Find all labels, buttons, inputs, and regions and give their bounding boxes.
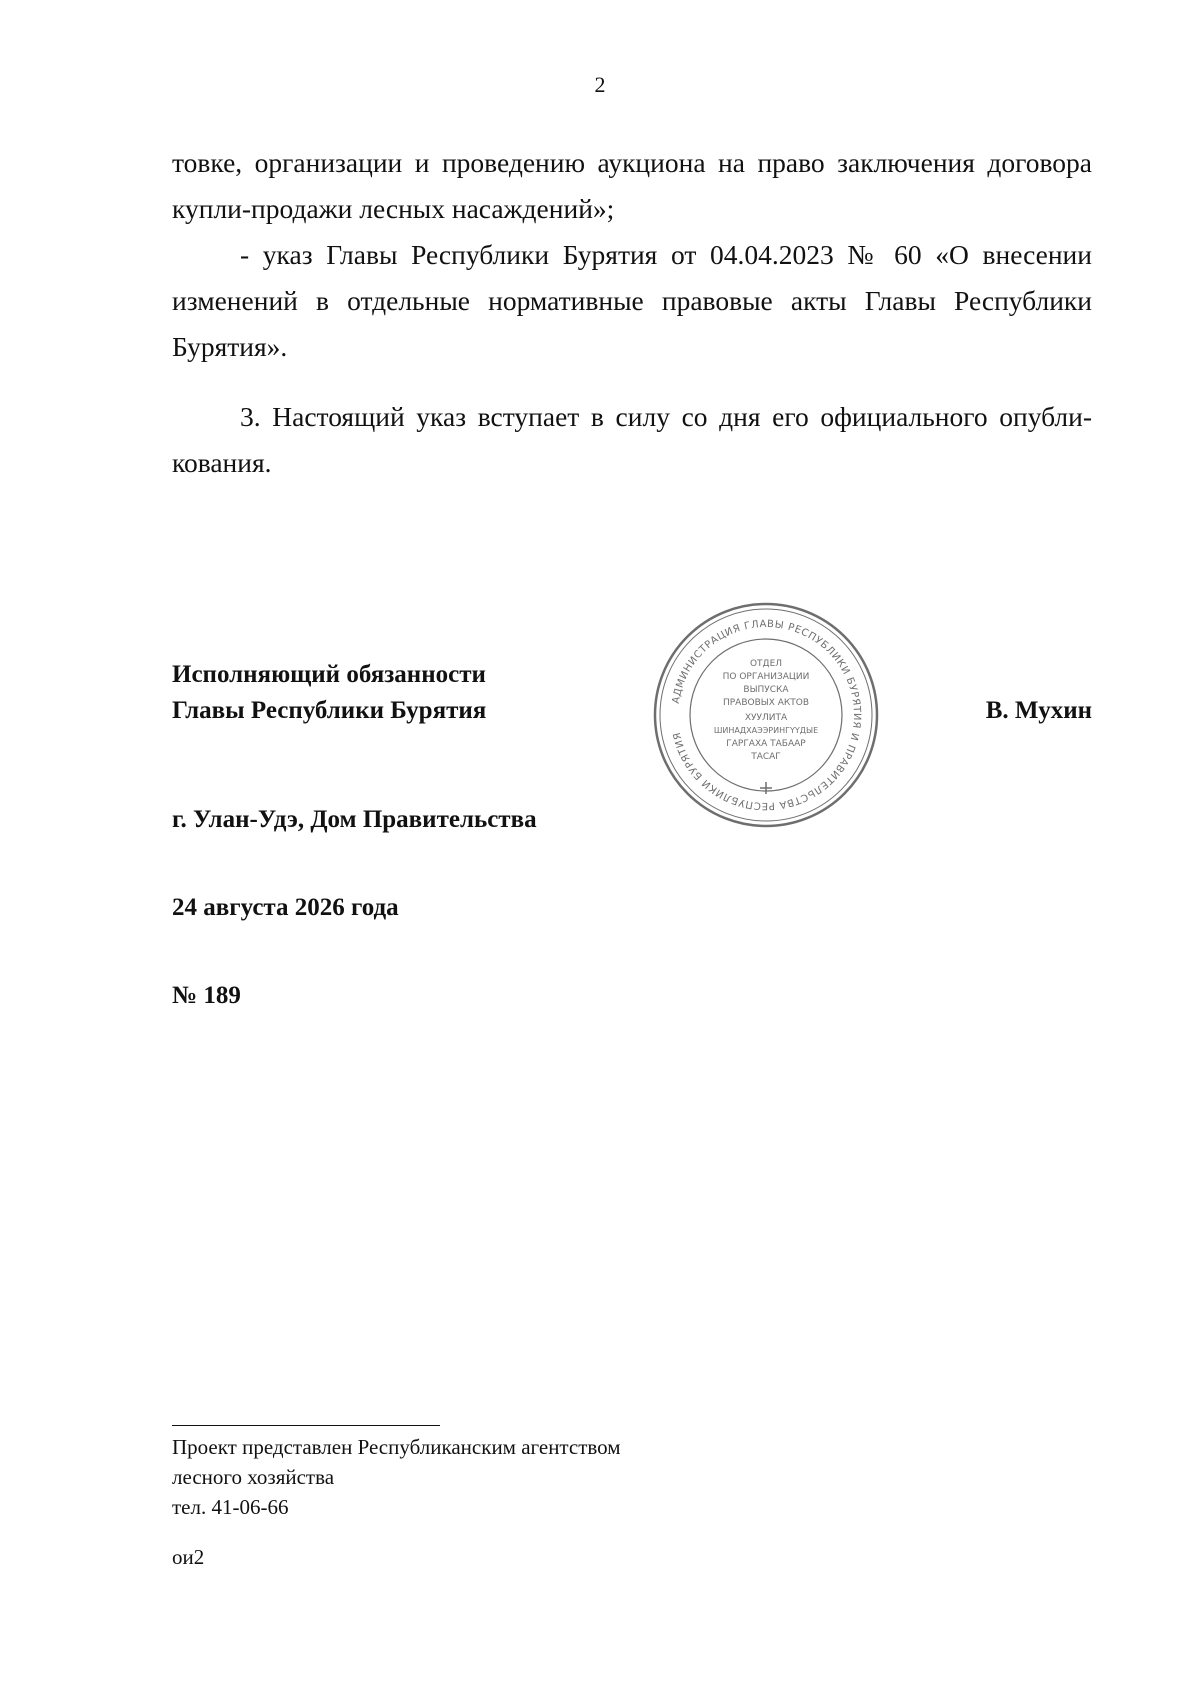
signatory-title (172, 657, 486, 729)
paragraph-continuation: товке, организации и проведению аукциона на право заключения договора купли-продажи лесных насаждений»; (172, 147, 1092, 224)
svg-text:ТАСАГ: ТАСАГ (751, 752, 781, 762)
footnote (172, 1432, 621, 1522)
seal-inner-text (714, 659, 818, 762)
signatory-title-line2: Главы Республики Бурятия (172, 697, 487, 724)
page-number: 2 (594, 72, 606, 97)
issue-date: 24 августа 2026 года (172, 894, 399, 921)
document-code: ои2 (172, 1545, 205, 1569)
footnote-divider (172, 1425, 440, 1426)
footnote-line2: лесного хозяйства (172, 1465, 335, 1489)
paragraph-decree-reference: - указ Главы Республики Бурятия от 04.04.2023 № 60 «О внесении изменений в отдельные нормативные правовые акты Главы Республики Бурятия». (172, 239, 1092, 362)
seal-outer-text: АДМИНИСТРАЦИЯ ГЛАВЫ РЕСПУБЛИКИ БУРЯТИЯ И ПРАВИТЕЛЬСТВА РЕСПУБЛИКИ БУРЯТИЯ (670, 618, 863, 812)
seal-cross-mark (760, 782, 772, 794)
signatory-name: В. Мухин (985, 697, 1092, 724)
svg-text:ПРАВОВЫХ АКТОВ: ПРАВОВЫХ АКТОВ (722, 698, 810, 708)
svg-text:ПО ОРГАНИЗАЦИИ: ПО ОРГАНИЗАЦИИ (722, 672, 810, 682)
footnote-line1: Проект представлен Республиканским агентством (172, 1435, 621, 1459)
signatory-title-line1: Исполняющий обязанности (172, 661, 486, 688)
paragraph-entry-into-force: 3. Настоящий указ вступает в силу со дня его официального опубли-кования. (172, 401, 1092, 478)
svg-text:ШИНАДХАЭЭРИНГҮҮДЫЕ: ШИНАДХАЭЭРИНГҮҮДЫЕ (713, 726, 819, 735)
decree-number: № 189 (172, 982, 241, 1009)
svg-text:ГАРГАХА ТАБААР: ГАРГАХА ТАБААР (726, 739, 806, 749)
footnote-line3: тел. 41-06-66 (172, 1495, 289, 1519)
issue-place: г. Улан-Удэ, Дом Правительства (172, 806, 537, 833)
svg-text:ВЫПУСКА: ВЫПУСКА (743, 685, 789, 695)
svg-text:ОТДЕЛ: ОТДЕЛ (749, 659, 783, 669)
svg-text:ХУУЛИТА: ХУУЛИТА (744, 713, 788, 723)
official-seal-stamp (651, 600, 881, 830)
document-body (172, 140, 1092, 486)
